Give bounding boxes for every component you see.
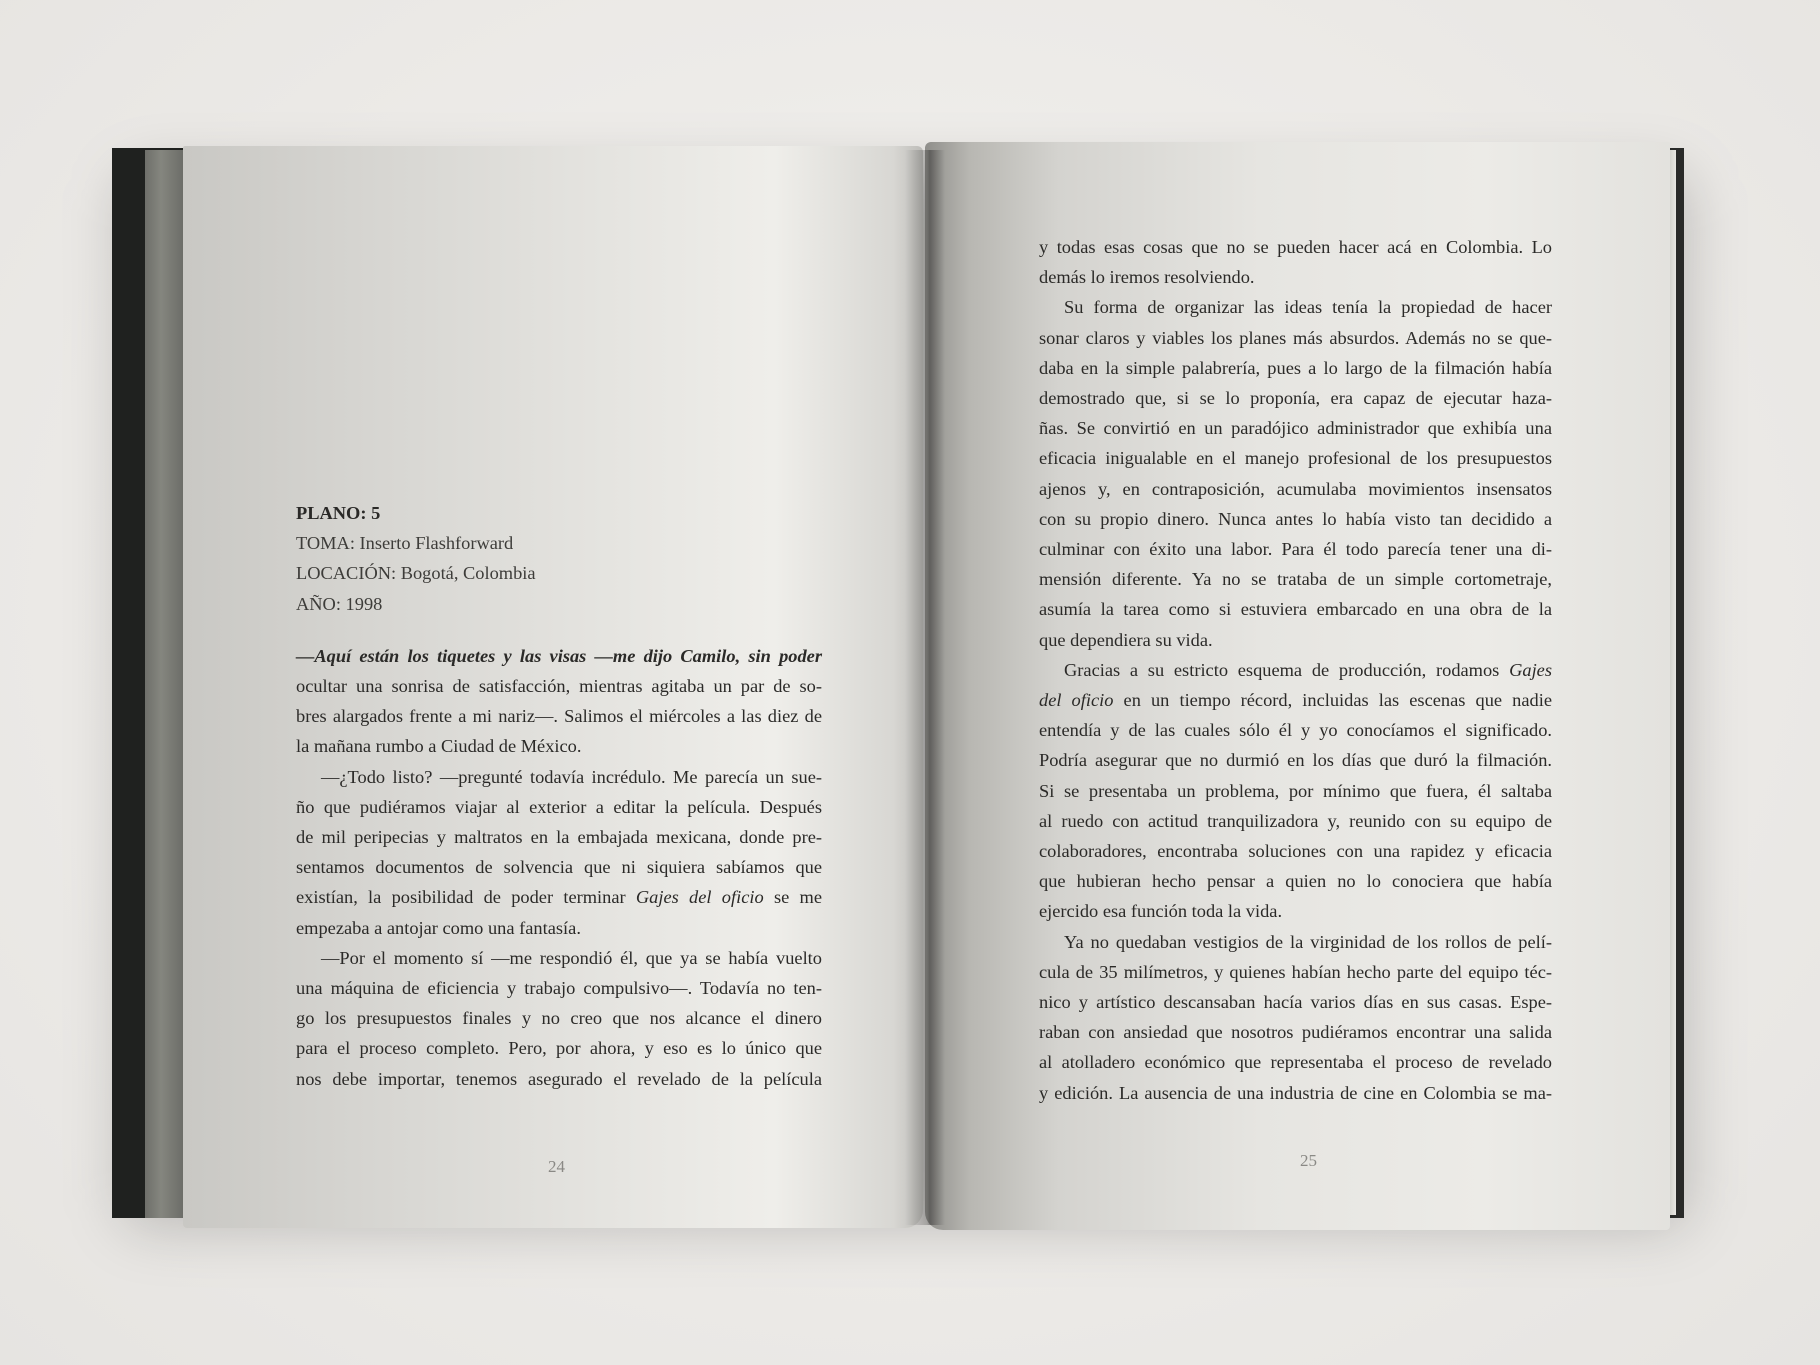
- text-line: bres alargados frente a mi nariz—. Salimos el miércoles a las diez de: [296, 706, 822, 727]
- right-page-text: [1039, 232, 1552, 1108]
- text-line: —¿Todo listo? —pregunté todavía incrédulo. Me parecía un sue-: [321, 766, 822, 787]
- text-line: empezaba a antojar como una fantasía.: [296, 917, 581, 938]
- text-line: Si se presentaba un problema, por mínimo que fuera, él saltaba: [1039, 780, 1552, 801]
- text-line: Ya no quedaban vestigios de la virginidad de los rollos de pelí-: [1064, 931, 1552, 952]
- text-line: la mañana rumbo a Ciudad de México.: [296, 736, 582, 757]
- text-line: que hubieran hecho pensar a quien no lo conociera que había: [1039, 871, 1552, 892]
- text-line: ocultar una sonrisa de satisfacción, mientras agitaba un par de so-: [296, 676, 822, 697]
- text-line: de mil peripecias y maltratos en la embajada mexicana, donde pre-: [296, 827, 822, 848]
- text-line: Su forma de organizar las ideas tenía la propiedad de hacer: [1064, 297, 1552, 318]
- scene-locacion: LOCACIÓN: Bogotá, Colombia: [296, 563, 536, 584]
- text-line-mixed: Gracias a su estricto esquema de producción, rodamos Gajes: [1064, 659, 1552, 680]
- text-line: una máquina de eficiencia y trabajo compulsivo—. Todavía no ten-: [296, 978, 822, 999]
- text-line: raban con ansiedad que nosotros pudiéramos encontrar una salida: [1039, 1022, 1552, 1043]
- text-line-mixed: existían, la posibilidad de poder terminar Gajes del oficio se me: [296, 887, 822, 908]
- text-line: con su propio dinero. Nunca antes lo había visto tan decidido a: [1039, 508, 1552, 529]
- text-line-mixed: del oficio en un tiempo récord, incluidas las escenas que nadie: [1039, 690, 1552, 711]
- text-line: demás lo iremos resolviendo.: [1039, 267, 1255, 288]
- text-line: nico y artístico descansaban hacía varios días en sus casas. Espe-: [1039, 992, 1552, 1013]
- text-line: y todas esas cosas que no se pueden hacer acá en Colombia. Lo: [1039, 237, 1552, 257]
- text-line: sonar claros y viables los planes más absurdos. Además no se que-: [1039, 327, 1552, 348]
- book-gutter: [905, 150, 945, 1225]
- left-page-text: [296, 498, 822, 1094]
- text-line: mensión diferente. Ya no se trataba de un simple cortometraje,: [1039, 569, 1552, 590]
- text-line: para el proceso completo. Pero, por ahora, y eso es lo único que: [296, 1038, 822, 1059]
- text-line: go los presupuestos finales y no creo que nos alcance el dinero: [296, 1008, 822, 1029]
- text-line: demostrado que, si se lo proponía, era capaz de ejecutar haza-: [1039, 388, 1552, 409]
- text-line: ajenos y, en contraposición, acumulaba movimientos insensatos: [1039, 478, 1552, 499]
- page-number-left: 24: [548, 1157, 565, 1176]
- text-line: eficacia inigualable en el manejo profesional de los presupuestos: [1039, 448, 1552, 469]
- text-line: y edición. La ausencia de una industria de cine en Colombia se ma-: [1039, 1082, 1552, 1103]
- text-line: Podría asegurar que no durmió en los días que duró la filmación.: [1039, 750, 1552, 771]
- text-line: colaboradores, encontraba soluciones con una rapidez y eficacia: [1039, 841, 1552, 862]
- text-line: ño que pudiéramos viajar al exterior a editar la película. Después: [296, 796, 822, 817]
- text-line: nos debe importar, tenemos asegurado el revelado de la película: [296, 1068, 822, 1089]
- scene-anio: AÑO: 1998: [296, 593, 383, 614]
- text-line: daba en la simple palabrería, pues a lo largo de la filmación había: [1039, 357, 1552, 378]
- left-page-edges: [145, 150, 185, 1218]
- scene-toma: TOMA: Inserto Flashforward: [296, 533, 514, 554]
- text-line: ñas. Se convirtió en un paradójico administrador que exhibía una: [1039, 418, 1552, 439]
- text-line: —Por el momento sí —me respondió él, que ya se había vuelto: [321, 947, 822, 968]
- scene-plano: PLANO: 5: [296, 503, 381, 523]
- page-number-right: 25: [1300, 1151, 1317, 1170]
- text-line: al ruedo con actitud tranquilizadora y, reunido con su equipo de: [1039, 810, 1552, 831]
- text-line: al atolladero económico que representaba el proceso de revelado: [1039, 1052, 1552, 1073]
- text-line: asumía la tarea como si estuviera embarcado en una obra de la: [1039, 599, 1552, 620]
- text-line: ejercido esa función toda la vida.: [1039, 901, 1283, 922]
- text-line: entendía y de las cuales sólo él y yo conocíamos el significado.: [1039, 720, 1552, 741]
- text-line: sentamos documentos de solvencia que ni siquiera sabíamos que: [296, 857, 822, 878]
- text-line: cula de 35 milímetros, y quienes habían hecho parte del equipo téc-: [1039, 961, 1552, 982]
- text-line: —Aquí están los tiquetes y las visas —me dijo Camilo, sin poder: [296, 645, 822, 666]
- text-line: que dependiera su vida.: [1039, 629, 1213, 650]
- text-line: culminar con éxito una labor. Para él todo parecía tener una di-: [1039, 539, 1552, 560]
